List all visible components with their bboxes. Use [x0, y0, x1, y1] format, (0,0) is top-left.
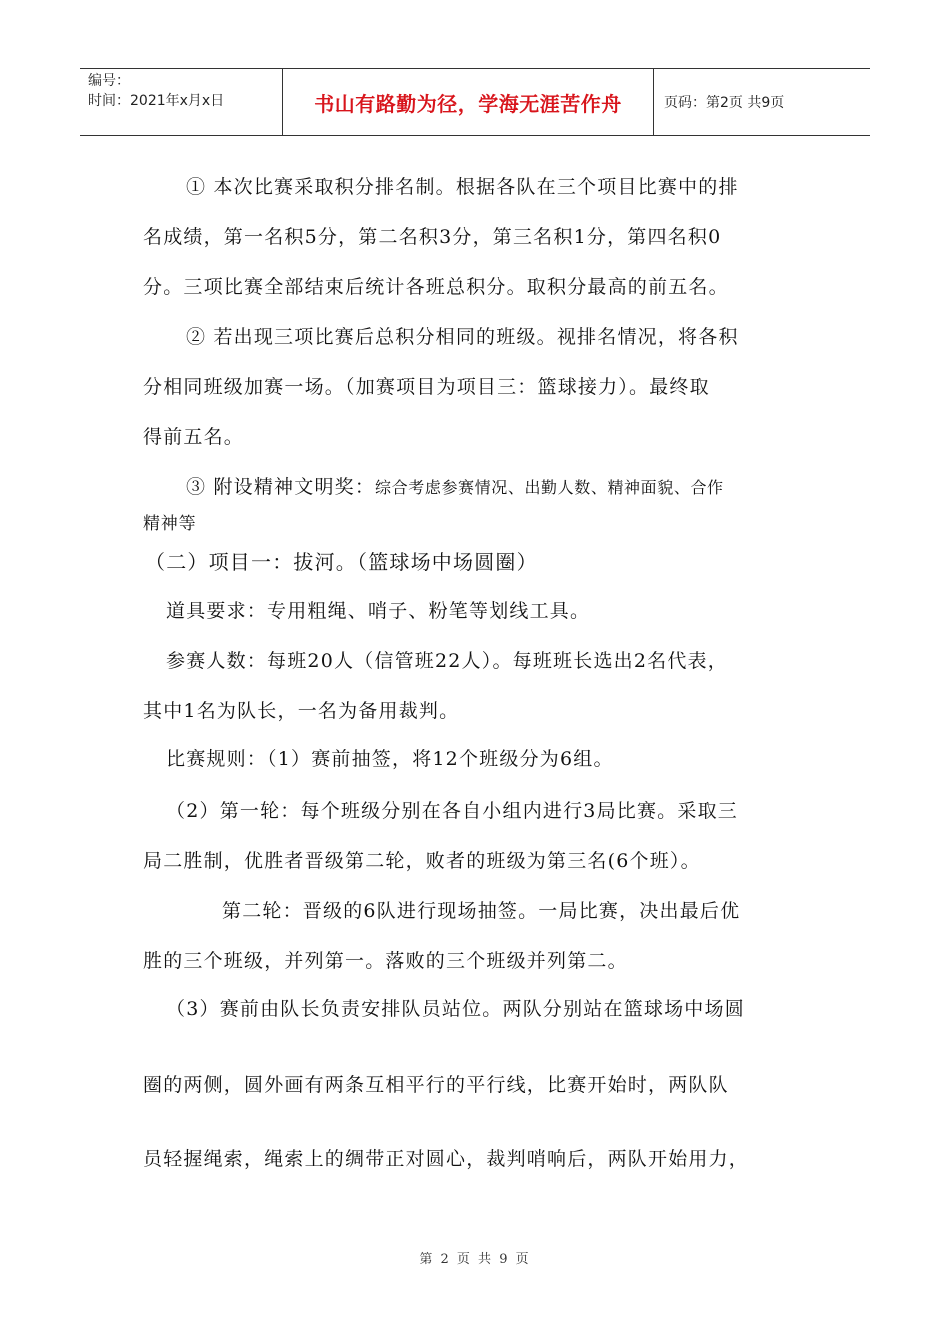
paragraph-line: 得前五名。	[143, 426, 245, 448]
document-date-label: 时间：2021年x月x日	[88, 93, 225, 109]
page-footer: 第 2 页 共 9 页	[419, 1252, 531, 1267]
paragraph-line: 其中1名为队长，一名为备用裁判。	[143, 700, 460, 722]
paragraph-line: 分。三项比赛全部结束后统计各班总积分。取积分最高的前五名。	[143, 276, 729, 298]
award-criteria: 综合考虑参赛情况、出勤人数、精神面貌、合作	[375, 478, 724, 497]
header-page-label: 页码：第2页 共9页	[664, 95, 785, 111]
paragraph-line: 第二轮：晋级的6队进行现场抽签。一局比赛，决出最后优	[222, 900, 741, 922]
document-number-label: 编号：	[88, 73, 130, 89]
paragraph-line: （2）第一轮：每个班级分别在各自小组内进行3局比赛。采取三	[166, 800, 738, 822]
paragraph-line	[186, 472, 858, 499]
paragraph-line: 名成绩，第一名积5分，第二名积3分，第三名积1分，第四名积0	[143, 226, 722, 248]
paragraph-line: 分相同班级加赛一场。（加赛项目为项目三：篮球接力）。最终取	[143, 376, 710, 398]
header-meta	[80, 69, 282, 135]
paragraph-line: 比赛规则：（1）赛前抽签，将12个班级分为6组。	[166, 748, 614, 770]
paragraph-line: 道具要求：专用粗绳、哨子、粉笔等划线工具。	[166, 600, 591, 622]
paragraph-line: 胜的三个班级，并列第一。落败的三个班级并列第二。	[143, 950, 628, 972]
paragraph-line: ② 若出现三项比赛后总积分相同的班级。视排名情况，将各积	[186, 326, 739, 348]
paragraph-line: 员轻握绳索，绳索上的绸带正对圆心，裁判哨响后，两队开始用力，	[143, 1148, 750, 1170]
paragraph-line: 精神等	[143, 514, 197, 534]
paragraph-line: ① 本次比赛采取积分排名制。根据各队在三个项目比赛中的排	[186, 176, 739, 198]
paragraph-line: 圈的两侧，圆外画有两条互相平行的平行线，比赛开始时，两队队	[143, 1074, 729, 1096]
paragraph-line: （3）赛前由队长负责安排队员站位。两队分别站在篮球场中场圆	[166, 998, 745, 1020]
paragraph-line: 局二胜制，优胜者晋级第二轮，败者的班级为第三名(6个班）。	[143, 850, 701, 872]
page-header	[80, 68, 870, 136]
section-heading: （二）项目一：拔河。（篮球场中场圆圈）	[145, 550, 538, 574]
award-title: ③ 附设精神文明奖：	[186, 476, 376, 498]
header-motto: 书山有路勤为径，学海无涯苦作舟	[282, 69, 654, 135]
paragraph-line: 参赛人数：每班20人（信管班22人）。每班班长选出2名代表，	[166, 650, 728, 672]
